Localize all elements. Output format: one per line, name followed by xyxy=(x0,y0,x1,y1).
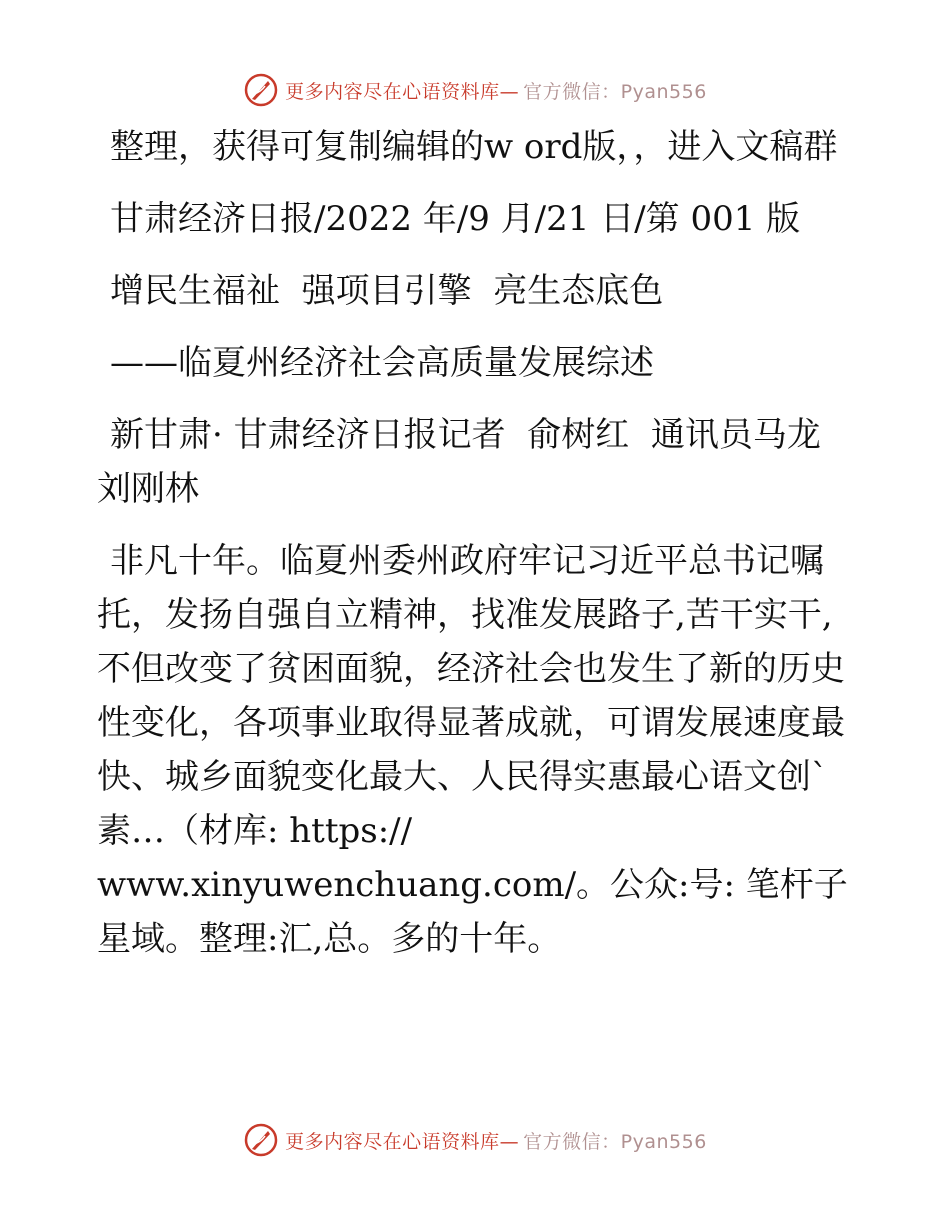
watermark-site: 更多内容尽在心语资料库— xyxy=(285,1130,520,1153)
quill-logo-icon xyxy=(243,72,279,108)
body-paragraph-continued: www.xinyuwenchuang.com/。公众:号: 笔杆子星域。整理:汇,总。多的十年。 xyxy=(97,865,848,959)
footer-watermark xyxy=(0,1120,950,1160)
watermark-text xyxy=(285,77,707,104)
intro-note: 整理，获得可复制编辑的w ord版，，进入文稿群 xyxy=(110,127,838,167)
body-paragraph: 非凡十年。临夏州委州政府牢记习近平总书记嘱托，发扬自强自立精神，找准发展路子,苦干实干,不但改变了贫困面貌，经济社会也发生了新的历史性变化，各项事业取得显著成就，可谓发展速度最快、城乡面貌变化最大、人民得实惠最心语文创`素…（材库: https:// xyxy=(97,541,845,851)
watermark-text xyxy=(285,1127,707,1154)
watermark-site: 更多内容尽在心语资料库— xyxy=(285,80,520,103)
source-line: 甘肃经济日报/2022 年/9 月/21 日/第 001 版 xyxy=(110,199,801,239)
article-subtitle: ——临夏州经济社会高质量发展综述 xyxy=(110,343,654,383)
byline: 新甘肃· 甘肃经济日报记者 俞树红 通讯员马龙 刘刚林 xyxy=(97,415,843,509)
document-body xyxy=(97,120,857,984)
header-watermark xyxy=(0,70,950,110)
watermark-wechat: 官方微信：Pyan556 xyxy=(523,80,707,103)
article-title: 增民生福祉 强项目引擎 亮生态底色 xyxy=(110,271,664,311)
quill-logo-icon xyxy=(243,1122,279,1158)
watermark-wechat: 官方微信：Pyan556 xyxy=(523,1130,707,1153)
